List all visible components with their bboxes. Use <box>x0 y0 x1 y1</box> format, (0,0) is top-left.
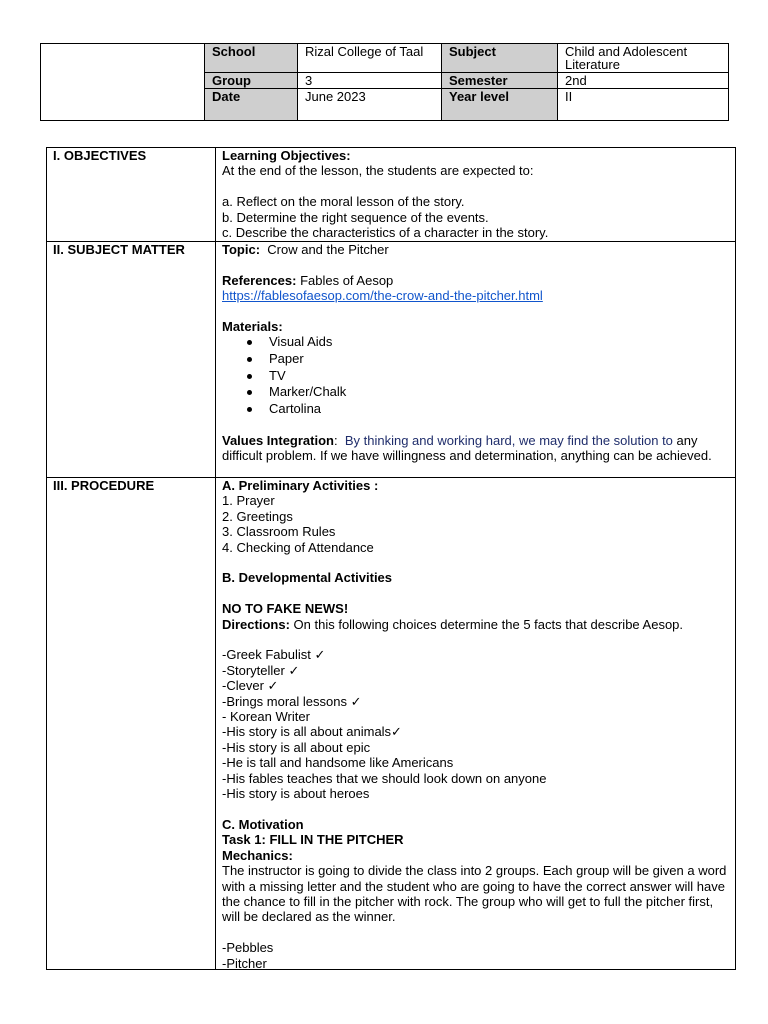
school-value-cell <box>298 44 442 73</box>
objectives-heading: Learning Objectives: <box>222 148 351 163</box>
semester-value-cell <box>558 73 728 89</box>
subject-value-cell <box>558 44 728 73</box>
material-item: Paper <box>269 351 729 368</box>
values-text: any difficult problem. If we have willingness and determination, anything can be achieved. <box>222 432 712 464</box>
prelim-item: 2. Greetings <box>222 508 293 524</box>
choice-item: -His story is all about animals✓ <box>222 724 402 740</box>
choice-item: - Korean Writer <box>222 709 310 725</box>
semester-value: 2nd <box>565 73 587 88</box>
header-info-table <box>40 43 729 121</box>
materials-list <box>222 334 729 417</box>
group-value-cell <box>298 73 442 89</box>
subject-label-cell <box>442 44 558 73</box>
procedure-content <box>215 478 735 969</box>
divider <box>204 44 205 120</box>
choice-item: -His story is all about epic <box>222 739 371 755</box>
prelim-item: 3. Classroom Rules <box>222 524 336 540</box>
year-value-cell <box>558 89 728 120</box>
choice-item: -He is tall and handsome like Americans <box>222 755 454 771</box>
topic-value: Crow and the Pitcher <box>267 242 389 257</box>
objective-item: a. Reflect on the moral lesson of the story. <box>222 194 465 210</box>
date-label: Date <box>212 89 241 104</box>
values-label: Values Integration <box>222 432 334 448</box>
reference-link[interactable]: https://fablesofaesop.com/the-crow-and-the-pitcher.html <box>222 288 543 304</box>
objectives-content <box>215 148 735 241</box>
subject-matter-content <box>215 242 735 477</box>
divider <box>557 44 558 120</box>
group-value: 3 <box>305 73 313 88</box>
subject-value: Child and Adolescent Literature <box>565 44 688 72</box>
mechanics-text: The instructor is going to divide the class into 2 groups. Each group will be given a word with a missing letter and the student who are going to have the correct answer will have the chance to fill in the pitcher with rock. The group who will get to full the pitcher first, will be declared as the winner. <box>222 863 727 925</box>
year-label-cell <box>442 89 558 120</box>
choice-item: -Brings moral lessons ✓ <box>222 693 362 709</box>
values-integration <box>222 433 729 464</box>
school-label: School <box>212 44 256 59</box>
choice-item: -Clever ✓ <box>222 678 279 694</box>
topic-line <box>222 242 729 257</box>
subject-matter-label: II. SUBJECT MATTER <box>53 242 185 257</box>
references-line <box>222 273 729 288</box>
word-item: -Pitcher <box>222 955 267 969</box>
procedure-row <box>47 477 735 969</box>
choice-item: -Storyteller ✓ <box>222 662 300 678</box>
objectives-label: I. OBJECTIVES <box>53 148 147 163</box>
divider <box>297 44 298 120</box>
values-colon: : <box>333 432 338 448</box>
subject-label: Subject <box>449 44 496 59</box>
divider <box>204 72 728 73</box>
topic-label: Topic: <box>222 242 261 257</box>
materials-label: Materials: <box>222 319 283 334</box>
prelim-heading: A. Preliminary Activities : <box>222 478 379 493</box>
dev-heading: B. Developmental Activities <box>222 570 393 586</box>
group-label: Group <box>212 73 251 88</box>
material-item: Marker/Chalk <box>269 384 729 401</box>
motivation-heading: C. Motivation <box>222 816 304 832</box>
divider <box>441 44 442 120</box>
subject-matter-row <box>47 241 735 477</box>
year-label: Year level <box>449 89 509 104</box>
prelim-item: 1. Prayer <box>222 493 275 509</box>
material-item: Visual Aids <box>269 334 729 351</box>
school-value: Rizal College of Taal <box>305 44 424 59</box>
semester-label-cell <box>442 73 558 89</box>
directions-text: On this following choices determine the 5 facts that describe Aesop. <box>293 616 684 632</box>
choice-item: -His story is about heroes <box>222 786 370 802</box>
choice-item: -His fables teaches that we should look down on anyone <box>222 770 547 786</box>
references-value: Fables of Aesop <box>300 272 394 288</box>
semester-label: Semester <box>449 73 508 88</box>
objectives-intro: At the end of the lesson, the students are expected to: <box>222 163 534 179</box>
divider <box>204 88 728 89</box>
objective-item: c. Describe the characteristics of a character in the story. <box>222 225 549 241</box>
material-item: TV <box>269 368 729 385</box>
group-label-cell <box>205 73 298 89</box>
choice-item: -Greek Fabulist ✓ <box>222 647 326 663</box>
directions-line <box>222 617 729 632</box>
references-label: References: <box>222 272 297 288</box>
task-heading: Task 1: FILL IN THE PITCHER <box>222 832 404 848</box>
prelim-item: 4. Checking of Attendance <box>222 539 374 555</box>
objective-item: b. Determine the right sequence of the events. <box>222 209 489 225</box>
date-value-cell <box>298 89 442 120</box>
lesson-plan-table <box>46 147 736 970</box>
word-item: -Pebbles <box>222 940 274 956</box>
values-text-blue: By thinking and working hard, we may find the solution to <box>344 432 673 448</box>
objectives-row <box>47 148 735 241</box>
mechanics-label: Mechanics: <box>222 847 293 863</box>
fake-news-heading: NO TO FAKE NEWS! <box>222 601 349 617</box>
date-label-cell <box>205 89 298 120</box>
procedure-label: III. PROCEDURE <box>53 478 155 493</box>
material-item: Cartolina <box>269 401 729 418</box>
date-value: June 2023 <box>305 89 366 104</box>
year-value: II <box>565 89 573 104</box>
directions-label: Directions: <box>222 616 290 632</box>
